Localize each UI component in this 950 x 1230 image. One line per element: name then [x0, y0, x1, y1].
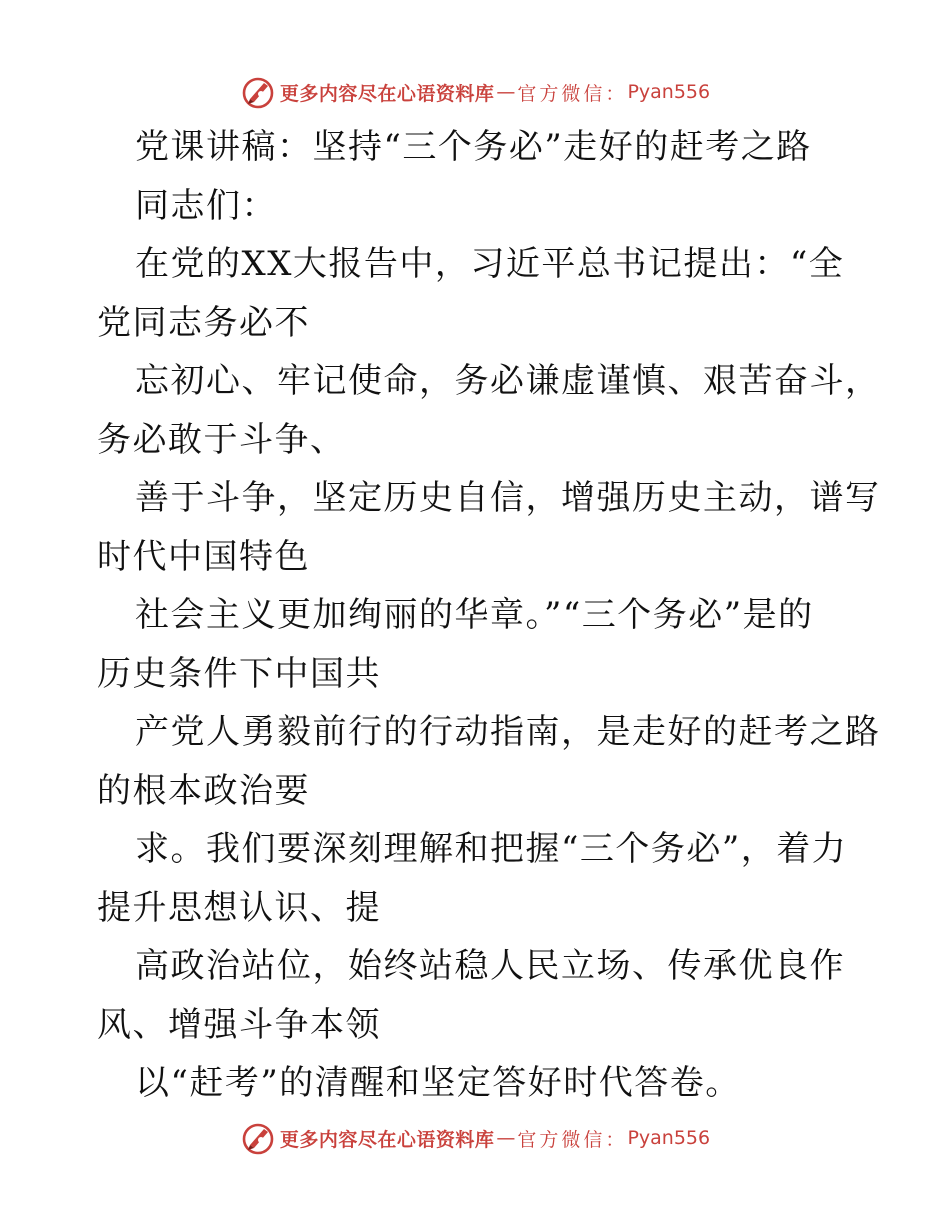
pen-logo-icon [240, 74, 276, 110]
text-line: 风、增强斗争本领 [97, 1004, 381, 1045]
text-line: 提升思想认识、提 [97, 887, 381, 928]
text-line: 忘初心、牢记使命，务必谦虚谨慎、艰苦奋斗， [135, 361, 881, 401]
watermark-official-label: 官方微信： [517, 1128, 628, 1151]
watermark-wechat-id: Pyan556 [627, 81, 711, 103]
pen-logo-icon [240, 1120, 276, 1156]
text-line: 善于斗争，坚定历史自信，增强历史主动，谱写 [135, 478, 881, 518]
text-line: 的根本政治要 [97, 770, 310, 811]
watermark-wechat-id: Pyan556 [627, 1127, 711, 1149]
document-body [97, 118, 881, 1113]
watermark-dash: — [496, 81, 516, 103]
text-line: 以“赶考”的清醒和坚定答好时代答卷。 [135, 1063, 741, 1103]
text-line: 产党人勇毅前行的行动指南，是走好的赶考之路 [135, 712, 881, 752]
watermark-text: 更多内容尽在心语资料库 [279, 82, 495, 105]
text-line: 党课讲稿：坚持“三个务必”走好的赶考之路 [135, 127, 812, 167]
text-line: 同志们： [135, 185, 277, 226]
text-line: 党同志务必不 [97, 302, 310, 343]
text-line: 务必敢于斗争、 [97, 419, 346, 460]
footer-watermark [0, 1118, 950, 1158]
header-watermark [0, 72, 950, 112]
watermark-text: 更多内容尽在心语资料库 [279, 1128, 495, 1151]
text-line: 社会主义更加绚丽的华章。”“三个务必”是的 [135, 595, 814, 635]
text-line: 时代中国特色 [97, 536, 310, 577]
text-line: 高政治站位，始终站稳人民立场、传承优良作 [135, 946, 845, 986]
text-line: 历史条件下中国共 [97, 653, 381, 694]
watermark-dash: — [496, 1127, 516, 1149]
text-line: 在党的XX大报告中，习近平总书记提出：“全 [135, 244, 845, 284]
text-line: 求。我们要深刻理解和把握“三个务必”，着力 [135, 829, 848, 869]
watermark-official-label: 官方微信： [517, 82, 628, 105]
